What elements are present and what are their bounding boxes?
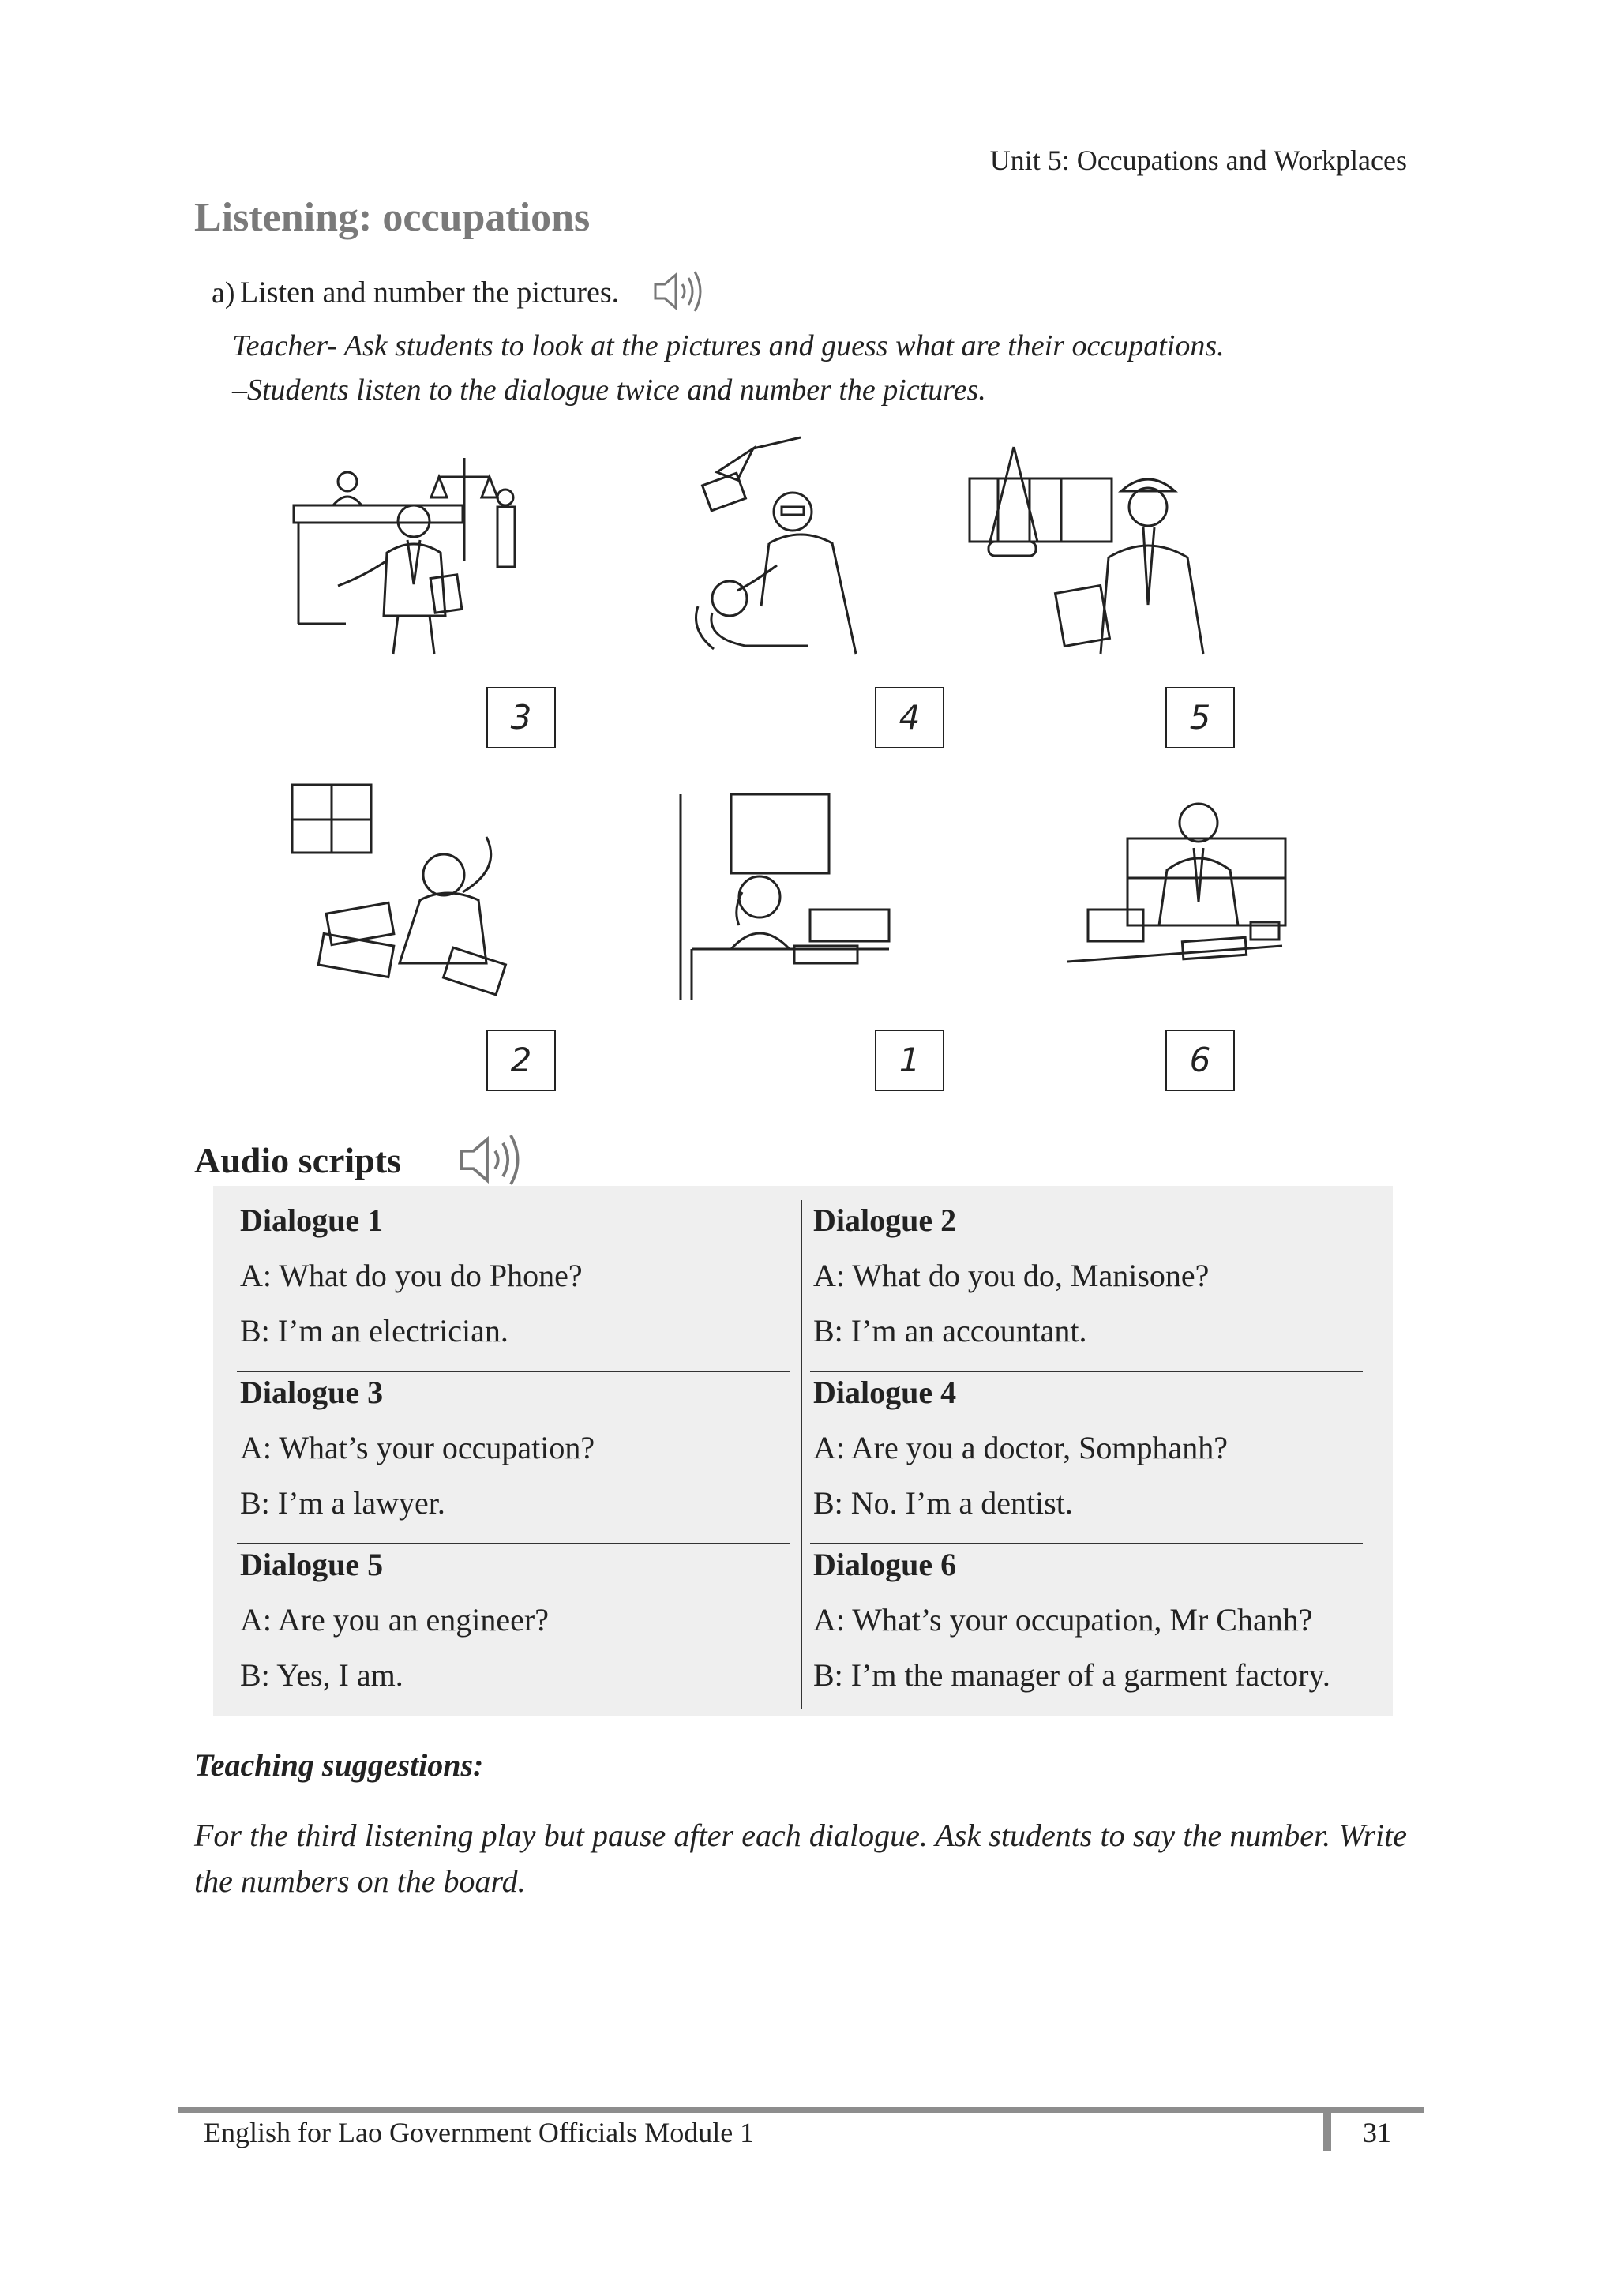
page-number: 31 xyxy=(1363,2117,1391,2148)
dialogue-6 xyxy=(786,1530,1386,1702)
dialogue-4 xyxy=(786,1358,1386,1530)
dialogue-heading: Dialogue 6 xyxy=(813,1547,957,1582)
teaching-suggestions-body: For the third listening play but pause after each dialogue. Ask students to say the number. Write the numbers on the board. xyxy=(194,1818,1407,1899)
dialogue-line-b: B: Yes, I am. xyxy=(240,1657,403,1693)
dialogue-line-a: A: What do you do Phone? xyxy=(240,1258,583,1293)
footer-rule xyxy=(178,2107,1424,2113)
dialogue-line-b: B: I’m an accountant. xyxy=(813,1313,1087,1349)
picture-number-engineer[interactable]: 5 xyxy=(1165,687,1235,748)
accountant-illustration xyxy=(676,791,894,1003)
picture-number-dentist[interactable]: 4 xyxy=(875,687,944,748)
dialogue-line-a: A: What’s your occupation, Mr Chanh? xyxy=(813,1602,1313,1638)
lawyer-illustration xyxy=(291,442,527,655)
picture-number-manager[interactable]: 6 xyxy=(1165,1030,1235,1091)
dialogue-3 xyxy=(213,1358,766,1530)
footer-divider xyxy=(1323,2107,1331,2151)
engineer-illustration xyxy=(966,439,1211,655)
dialogue-line-a: A: Are you a doctor, Somphanh? xyxy=(813,1430,1228,1465)
speaker-icon xyxy=(651,265,714,325)
dialogue-heading: Dialogue 5 xyxy=(240,1547,384,1582)
dialogue-1 xyxy=(213,1186,766,1358)
dialogue-heading: Dialogue 3 xyxy=(240,1375,384,1410)
dialogue-panel xyxy=(213,1186,1393,1716)
dialogue-line-a: A: What’s your occupation? xyxy=(240,1430,595,1465)
dialogue-heading: Dialogue 4 xyxy=(813,1375,957,1410)
exercise-letter: a) xyxy=(212,276,235,310)
dentist-illustration xyxy=(682,433,887,655)
dialogue-line-b: B: No. I’m a dentist. xyxy=(813,1485,1073,1521)
dialogue-2 xyxy=(786,1186,1386,1358)
teacher-note-line1: Teacher- Ask students to look at the pictures and guess what are their occupations. xyxy=(232,329,1225,362)
manager-illustration xyxy=(1064,791,1290,1003)
picture-number-accountant[interactable]: 1 xyxy=(875,1030,944,1091)
dialogue-line-b: B: I’m an electrician. xyxy=(240,1313,508,1349)
section-title: Listening: occupations xyxy=(194,195,591,240)
picture-number-electrician[interactable]: 2 xyxy=(486,1030,556,1091)
dialogue-line-a: A: What do you do, Manisone? xyxy=(813,1258,1210,1293)
teacher-note xyxy=(232,324,1225,412)
electrician-illustration xyxy=(289,782,515,1003)
dialogue-heading: Dialogue 1 xyxy=(240,1202,384,1238)
dialogue-heading: Dialogue 2 xyxy=(813,1202,957,1238)
footer-book-title: English for Lao Government Officials Module 1 xyxy=(204,2117,755,2148)
unit-header: Unit 5: Occupations and Workplaces xyxy=(989,144,1407,176)
audio-scripts-label: Audio scripts xyxy=(194,1140,401,1181)
picture-number-lawyer[interactable]: 3 xyxy=(486,687,556,748)
dialogue-5 xyxy=(213,1530,766,1702)
dialogue-line-b: B: I’m a lawyer. xyxy=(240,1485,445,1521)
instruction-text: Listen and number the pictures. xyxy=(240,276,620,310)
dialogue-line-a: A: Are you an engineer? xyxy=(240,1602,549,1638)
exercise-instruction xyxy=(212,265,714,325)
teaching-suggestions-title: Teaching suggestions: xyxy=(194,1747,484,1783)
dialogue-line-b: B: I’m the manager of a garment factory. xyxy=(813,1657,1330,1693)
teacher-note-line2: –Students listen to the dialogue twice and number the pictures. xyxy=(232,373,986,407)
